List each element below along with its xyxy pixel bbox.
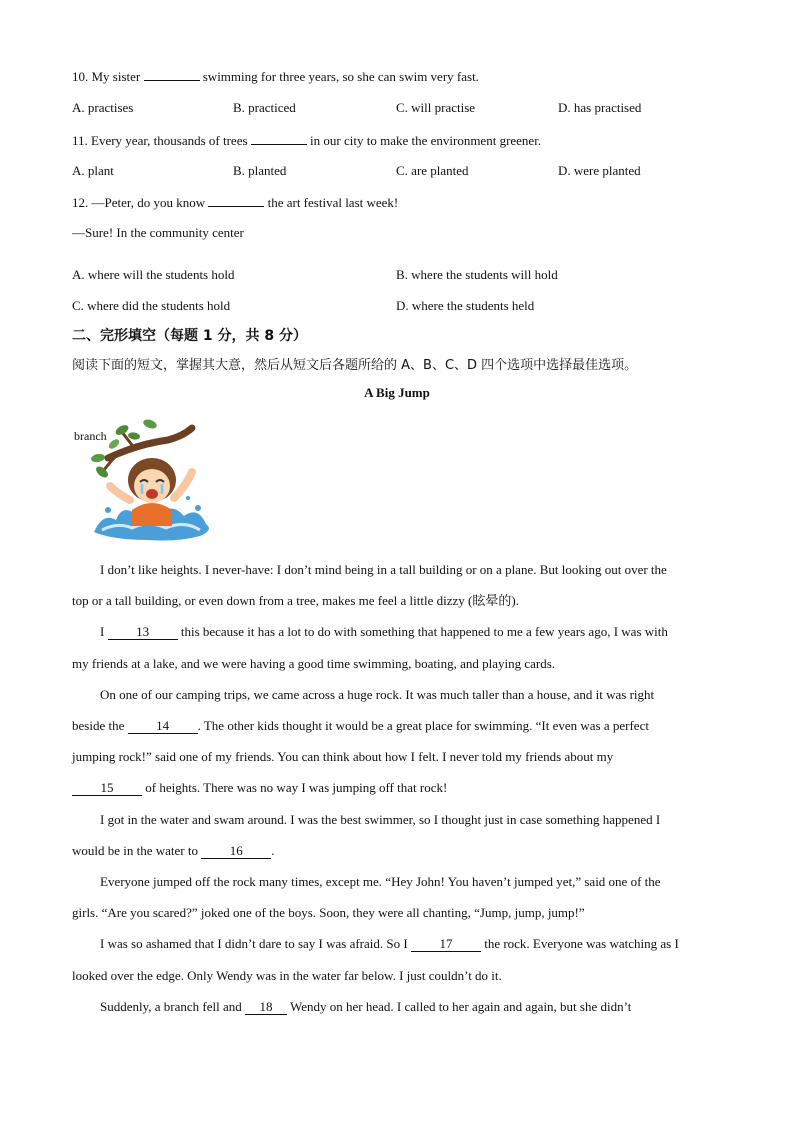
question-12-reply: —Sure! In the community center: [72, 225, 244, 240]
answer-blank: [251, 132, 307, 145]
option-c: C. are planted: [396, 163, 469, 178]
passage-title: A Big Jump: [364, 385, 430, 400]
passage-text: would be in the water to: [72, 843, 198, 858]
option-a: A. practises: [72, 100, 134, 115]
cloze-blank-18: 18: [245, 1000, 287, 1015]
stem-text: 11. Every year, thousands of trees: [72, 133, 248, 148]
passage-line: [100, 999, 631, 1015]
answer-blank: [208, 194, 264, 207]
passage-line: I don’t like heights. I never-have: I don’t mind being in a tall building or on a plane. But looking out over the: [100, 562, 667, 577]
passage-text: I was so ashamed that I didn’t dare to say I was afraid. So I: [100, 936, 408, 951]
passage-line: I got in the water and swam around. I was the best swimmer, so I thought just in case something happened I: [100, 812, 661, 827]
option-c: C. where did the students hold: [72, 298, 231, 313]
cloze-blank-17: 17: [411, 937, 481, 952]
passage-line: [100, 624, 668, 640]
passage-text: beside the: [72, 718, 125, 733]
option-d: D. where the students held: [396, 298, 535, 313]
passage-text: this because it has a lot to do with something that happened to me a few years ago, I was with: [180, 624, 668, 639]
option-d: D. has practised: [558, 100, 642, 115]
passage-text: .: [271, 843, 275, 858]
option-a: A. plant: [72, 163, 114, 178]
option-b: B. practiced: [233, 100, 296, 115]
passage-line: On one of our camping trips, we came across a huge rock. It was much taller than a house, and it was right: [100, 687, 655, 702]
cloze-blank-15: 15: [72, 781, 142, 796]
girl-in-water-illustration: [88, 414, 218, 544]
passage-line: my friends at a lake, and we were having a good time swimming, boating, and playing cards.: [72, 656, 556, 671]
answer-blank: [144, 68, 200, 81]
option-c: C. will practise: [396, 100, 476, 115]
stem-text: 10. My sister: [72, 69, 141, 84]
passage-line: [72, 780, 447, 796]
passage-text: . The other kids thought it would be a great place for swimming. “It even was a perfect: [197, 718, 649, 733]
option-a: A. where will the students hold: [72, 267, 235, 282]
question-12-stem: [72, 194, 398, 211]
passage-line: jumping rock!” said one of my friends. You can think about how I felt. I never told my friends about my: [72, 749, 614, 764]
option-b: B. planted: [233, 163, 287, 178]
passage-line: [100, 936, 679, 952]
passage-text: Wendy on her head. I called to her again and again, but she didn’t: [290, 999, 632, 1014]
question-10-stem: [72, 68, 479, 85]
option-d: D. were planted: [558, 163, 641, 178]
passage-text: of heights. There was no way I was jumping off that rock!: [145, 780, 448, 795]
passage-line: looked over the edge. Only Wendy was in the water far below. I just couldn’t do it.: [72, 968, 502, 983]
cloze-blank-16: 16: [201, 844, 271, 859]
question-11-stem: [72, 132, 541, 149]
stem-text: the art festival last week!: [267, 195, 399, 210]
stem-text: swimming for three years, so she can swim very fast.: [202, 69, 479, 84]
passage-line: Everyone jumped off the rock many times, except me. “Hey John! You haven’t jumped yet,” said one of the: [100, 874, 661, 889]
cloze-blank-14: 14: [128, 719, 198, 734]
passage-text: I: [100, 624, 105, 639]
stem-text: in our city to make the environment greener.: [310, 133, 542, 148]
passage-text: Suddenly, a branch fell and: [100, 999, 242, 1014]
cloze-blank-13: 13: [108, 625, 178, 640]
stem-text: 12. —Peter, do you know: [72, 195, 206, 210]
picture-label: branch: [74, 429, 107, 443]
section-instruction: 阅读下面的短文，掌握其大意，然后从短文后各题所给的 A、B、C、D 四个选项中选择最佳选项。: [72, 358, 638, 373]
passage-text: the rock. Everyone was watching as I: [484, 936, 679, 951]
section-heading: 二、完形填空（每题 1 分，共 8 分）: [72, 328, 307, 344]
option-b: B. where the students will hold: [396, 267, 558, 282]
passage-line: girls. “Are you scared?” joked one of the boys. Soon, they were all chanting, “Jump, jump, jump!”: [72, 905, 585, 920]
passage-line: [72, 718, 649, 734]
passage-line: top or a tall building, or even down from a tree, makes me feel a little dizzy (眩晕的).: [72, 593, 519, 608]
passage-line: [72, 843, 275, 859]
